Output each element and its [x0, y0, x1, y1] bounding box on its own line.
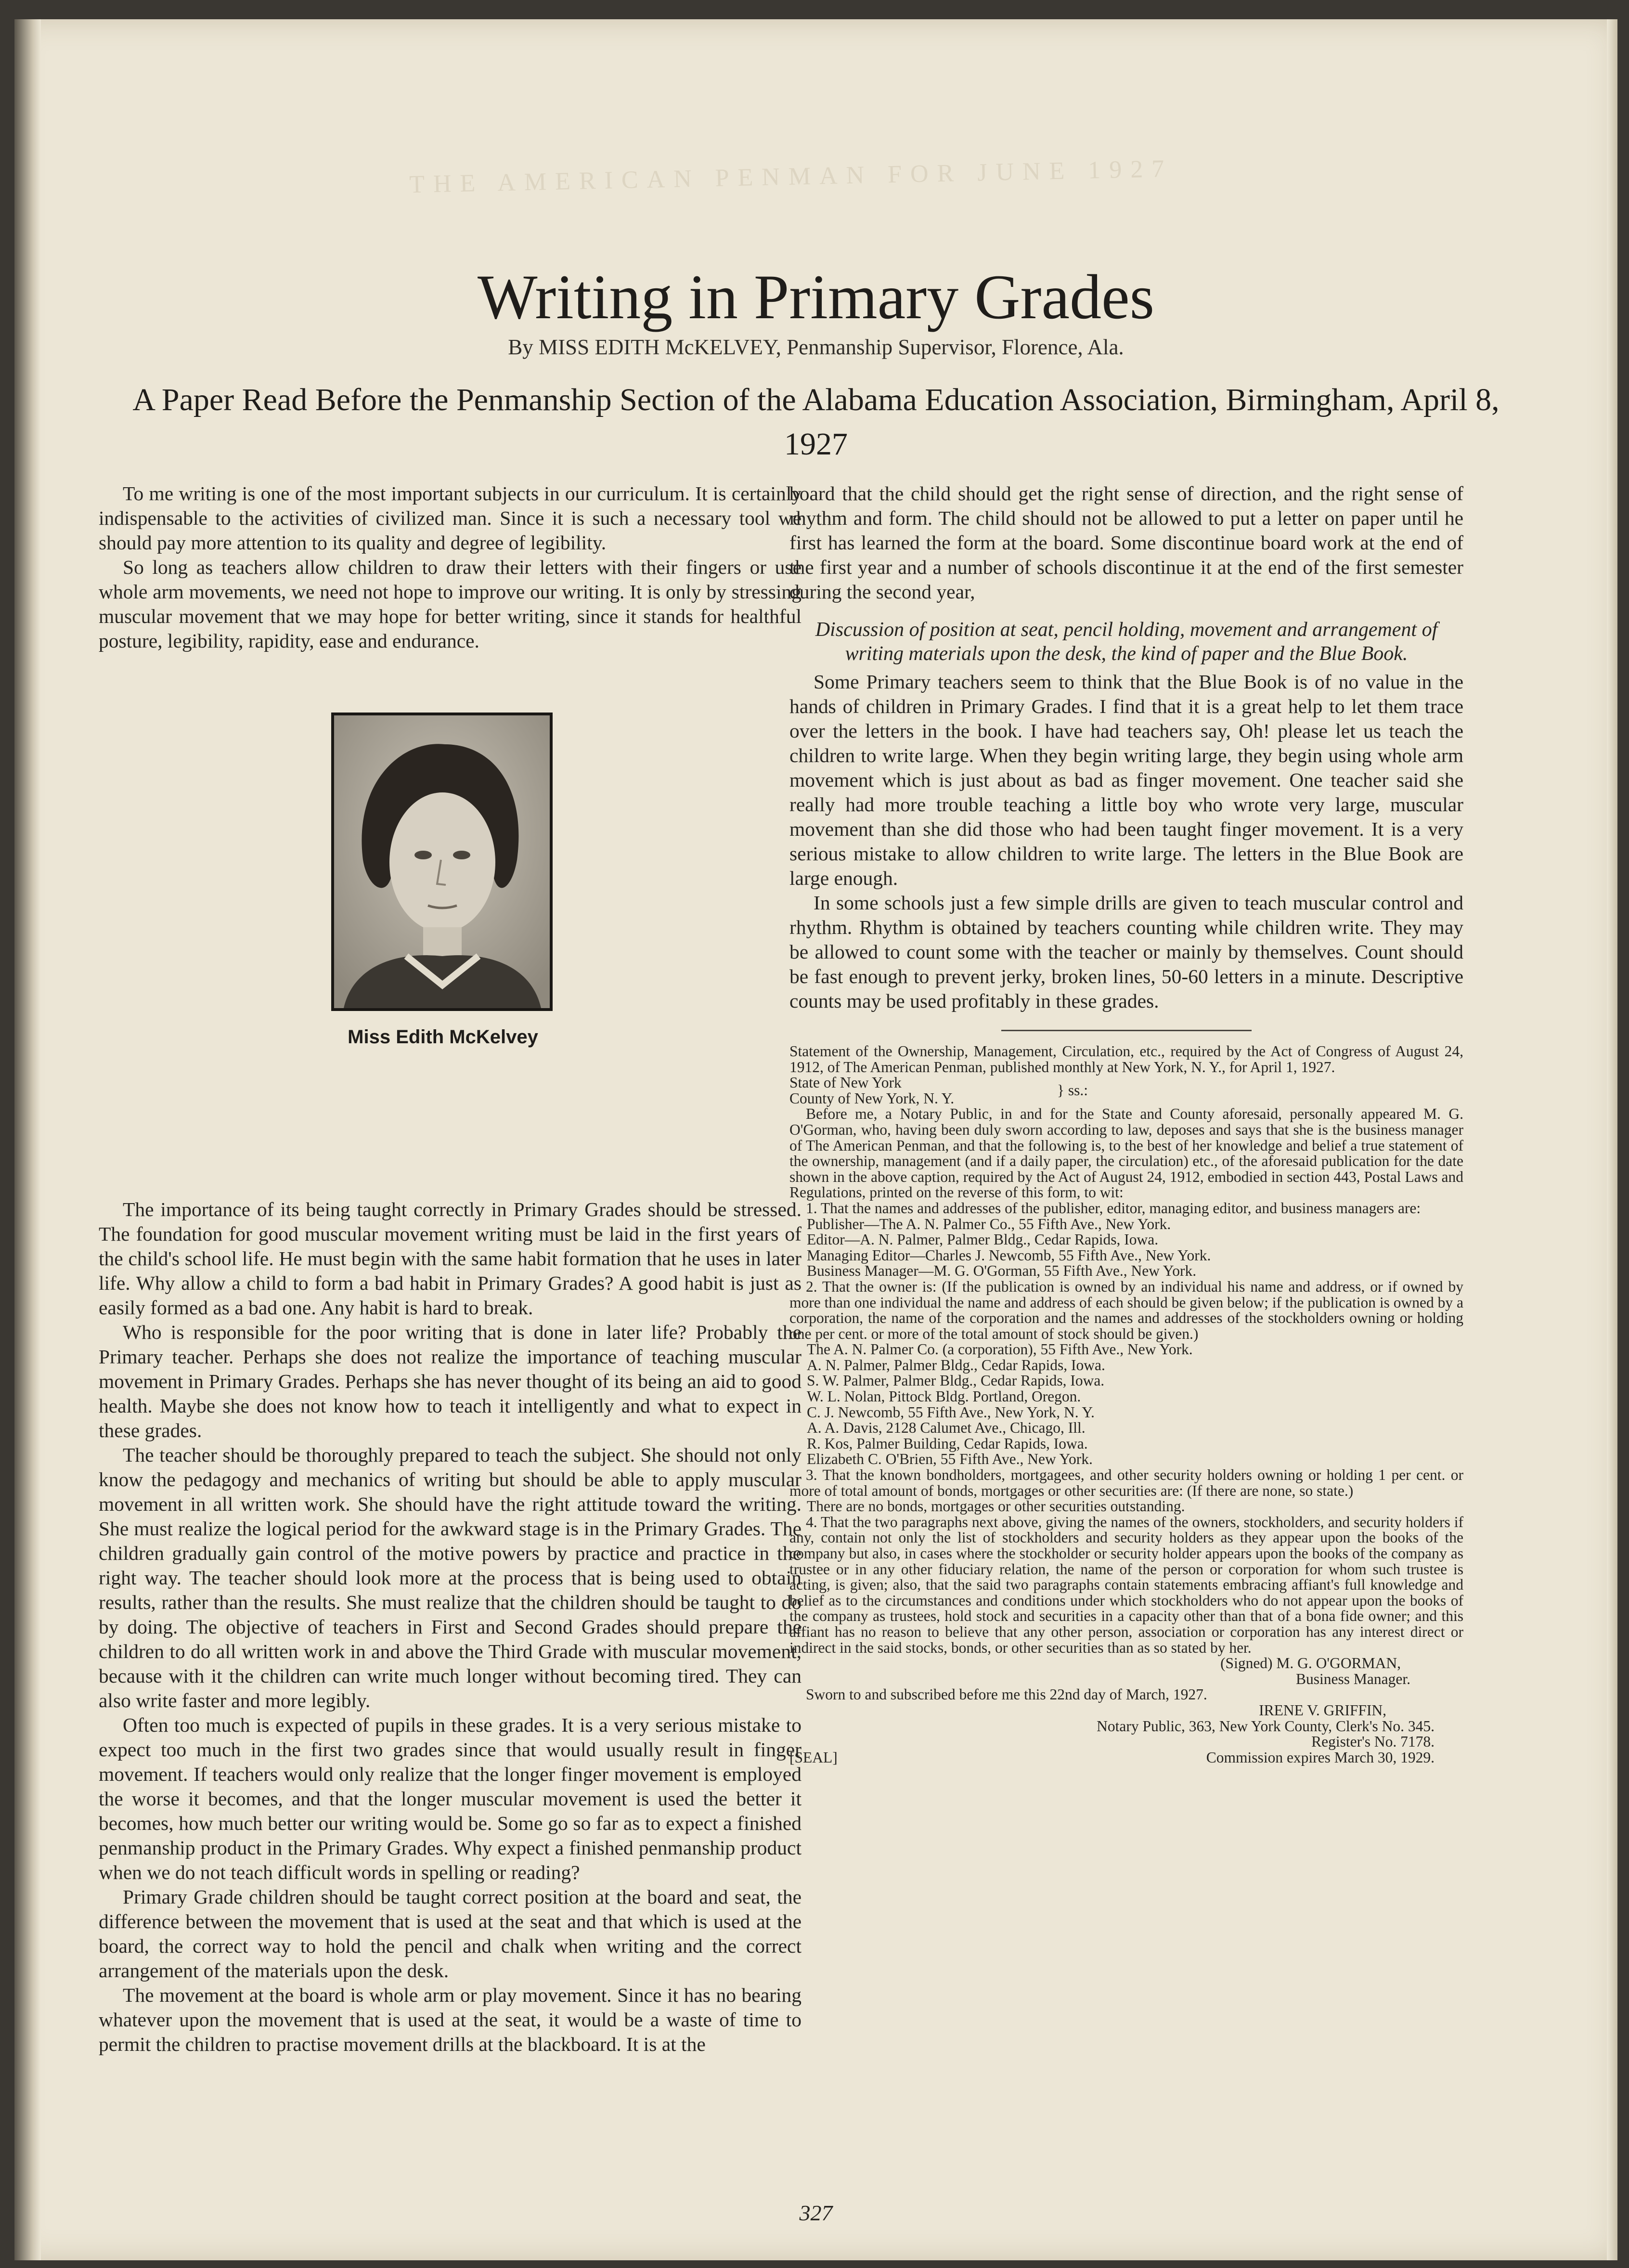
venue-block [789, 1075, 1463, 1106]
owner-line: S. W. Palmer, Palmer Bldg., Cedar Rapids, Iowa. [807, 1372, 1105, 1389]
editor-line: Editor—A. N. Palmer, Palmer Bldg., Cedar Rapids, Iowa. [807, 1231, 1159, 1248]
venue-ss: } ss.: [1057, 1082, 1088, 1099]
author-portrait-photo [331, 713, 553, 1011]
statement-intro: Statement of the Ownership, Management, Circulation, etc., required by the Act of Congress of August 24, 1912, of The American Penman, published monthly at New York, N. Y., for April 1, 1927. [789, 1043, 1463, 1076]
paragraph: So long as teachers allow children to draw their letters with their fingers or use whole arm movements, we need not hope to improve our writing. It is only by stressing muscular movement that we may hope for better writing, since it stands for healthful posture, legibility, rapidity, ease and endurance. [99, 556, 802, 652]
seal-label: [SEAL] [789, 1749, 838, 1766]
divider-rule [1001, 1030, 1252, 1031]
paragraph: The teacher should be thoroughly prepared to teach the subject. She should not only know the pedagogy and mechanics of writing but should be able to apply muscular movement in all written work. She should have the right attitude toward the writing. She must realize the logical period for the awkward stage is in the Primary Grades. The children gradually gain control of the motive powers by practice and practice in the right way. The teacher should look more at the process that is being used to obtain results, rather than the results. She must realize that the children should be taught to do by doing. The objective of teachers in First and Second Grades should prepare the children to do all written work in and above the Third Grade with muscular movement, because with it the children can write much longer without becoming tired. They can also write faster and more legibly. [99, 1444, 802, 1711]
statement-item-4: 4. That the two paragraphs next above, giving the names of the owners, stockholders, and security holders if any, contain not only the list of stockholders and security holders as they appear upon the books of the company but also, in cases where the stockholder or security holder appears upon the books of the company as trustee or in any other fiduciary relation, the name of the person or corporation for whom such trustee is acting, is given; also, that the said two paragraphs contain statements embracing affiant's full knowledge and belief as to the circumstances and conditions under which stockholders who do not appear upon the books of the company as trustees, hold stock and securities in a capacity other than that of a bona fide owner; and this affiant has no reason to believe that any other person, association or corporation has any interest direct or indirect in the said stocks, bonds, or other securities than as so stated by her. [789, 1513, 1463, 1656]
signature-line: (Signed) M. G. O'GORMAN, [1220, 1655, 1401, 1672]
statement-item-3: 3. That the known bondholders, mortgagees, and other security holders owning or holding 1 per cent. or more of total amount of bonds, mortgages or other securities are: (If there are none, so state.) [789, 1466, 1463, 1499]
sworn-line: Sworn to and subscribed before me this 22nd day of March, 1927. [806, 1686, 1207, 1703]
right-column [789, 481, 1463, 1765]
statement-item-1: 1. That the names and addresses of the publisher, editor, managing editor, and business managers are: [806, 1199, 1421, 1217]
paragraph: Who is responsible for the poor writing that is done in later life? Probably the Primary teacher. Perhaps she does not realize the importance of teaching muscular movement in Primary Grades. Perhaps she has never thought of its being an aid to good health. Maybe she does not know how to teach it intelligently and what to expect in these grades. [99, 1321, 802, 1441]
paragraph: Often too much is expected of pupils in these grades. It is a very serious mistake to expect too much in the first two grades since that would usually result in finger movement. If teachers would only realize that the longer finger movement is employed the worse it becomes, and that the longer muscular movement is used the better it becomes, how much better our writing would be. Some go so far as to expect a finished penmanship product in the Primary Grades. Why expect a finished penmanship product when we do not teach difficult words in spelling or reading? [99, 1714, 802, 1883]
magazine-page [14, 19, 1617, 2260]
article-subtitle: A Paper Read Before the Penmanship Section of the Alabama Education Association, Birmingham, April 8, 1927 [132, 382, 1500, 462]
statement-paragraph: Before me, a Notary Public, in and for the State and County aforesaid, personally appeared M. G. O'Gorman, who, having been duly sworn according to law, deposes and says that she is the business manager of The American Penman, and that the following is, to the best of her knowledge and belief a true statement of the ownership, management (and if a daily paper, the circulation) etc., of the aforesaid publication for the date shown in the above caption, required by the Act of August 24, 1912, embodied in section 443, Postal Laws and Regulations, printed on the reverse of this form, to wit: [789, 1105, 1463, 1201]
notary-name: IRENE V. GRIFFIN, [1259, 1701, 1386, 1719]
paragraph: Primary Grade children should be taught correct position at the board and seat, the difference between the movement that is used at the seat and that which is used at the board, the correct way to hold the pencil and chalk when writing and the correct arrangement of the materials upon the desk. [99, 1886, 802, 1982]
show-through-header: THE AMERICAN PENMAN FOR JUNE 1927 [409, 155, 1173, 199]
paragraph: board that the child should get the right sense of direction, and the right sense of rhythm and form. The child should not be allowed to put a letter on paper until he first has learned the form at the board. Some discontinue board work at the end of the first year and a number of schools discontinue it at the end of the first semester during the second year, [789, 482, 1463, 603]
owner-line: A. N. Palmer, Palmer Bldg., Cedar Rapids, Iowa. [807, 1356, 1105, 1374]
publisher-line: Publisher—The A. N. Palmer Co., 55 Fifth Ave., New York. [807, 1215, 1171, 1232]
page-number: 327 [799, 2201, 833, 2225]
commission-line: Commission expires March 30, 1929. [1206, 1749, 1435, 1766]
no-securities-line: There are no bonds, mortgages or other securities outstanding. [807, 1498, 1185, 1515]
paragraph: The movement at the board is whole arm or play movement. Since it has no bearing whatever upon the movement that is used at the seat, it would be a waste of time to permit the children to practise movement drills at the blackboard. It is at the [99, 1984, 802, 2055]
paragraph: In some schools just a few simple drills are given to teach muscular control and rhythm. Rhythm is obtained by teachers counting while children write. They may be allowed to count some with the teacher or mainly by themselves. Count should be fast enough to prevent jerky, broken lines, 50-60 letters in a minute. Descriptive counts may be used profitably in these grades. [789, 892, 1463, 1012]
paragraph: To me writing is one of the most important subjects in our curriculum. It is certainly indispensable to the activities of civilized man. Since it is such a necessary tool we should pay more attention to its quality and degree of legibility. [99, 482, 802, 554]
owner-line: C. J. Newcomb, 55 Fifth Ave., New York, N. Y. [807, 1403, 1095, 1421]
portrait-image [334, 715, 550, 1008]
notary-line: Notary Public, 363, New York County, Clerk's No. 345. [1097, 1717, 1435, 1735]
owner-line: The A. N. Palmer Co. (a corporation), 55 Fifth Ave., New York. [807, 1341, 1193, 1358]
article-title: Writing in Primary Grades [477, 261, 1155, 332]
business-manager-line: Business Manager—M. G. O'Gorman, 55 Fifth Ave., New York. [807, 1262, 1197, 1280]
venue-state: State of New York [789, 1074, 902, 1091]
ownership-statement [789, 1044, 1463, 1765]
paragraph: The importance of its being taught correctly in Primary Grades should be stressed. The foundation for good muscular movement writing must be laid in the first years of the child's school life. He must begin with the same habit formation that he uses in later life. Why allow a child to form a bad habit in Primary Grades? A good habit is just as easily formed as a bad one. Any habit is hard to break. [99, 1198, 802, 1319]
statement-item-2: 2. That the owner is: (If the publication is owned by an individual his name and address, or if owned by more than one individual the name and address of each should be given below; if the publication is owned by a corporation, the name of the corporation and the names and addresses of the stockholders owning or holding one per cent. or more of the total amount of stock should be given.) [789, 1278, 1463, 1342]
venue-county: County of New York, N. Y. [789, 1089, 955, 1107]
owner-line: R. Kos, Palmer Building, Cedar Rapids, Iowa. [807, 1435, 1088, 1452]
register-line: Register's No. 7178. [1311, 1733, 1435, 1750]
seal-commission-line [789, 1750, 1463, 1766]
managing-editor-line: Managing Editor—Charles J. Newcomb, 55 Fifth Ave., New York. [807, 1246, 1211, 1264]
discussion-heading: Discussion of position at seat, pencil holding, movement and arrangement of writing materials upon the desk, the kind of paper and the Blue Book. [815, 619, 1438, 665]
signature-title: Business Manager. [1296, 1670, 1410, 1687]
paragraph: Some Primary teachers seem to think that the Blue Book is of no value in the hands of children in Primary Grades. I find that it is a great help to let them trace over the letters in the book. I have had teachers say, Oh! please let us teach the children to write large. When they begin writing large, they begin using whole arm movement which is just about as bad as finger movement. One teacher said she really had more trouble teaching a little boy who wrote very large, muscular movement than she did those who had been taught finger movement. It is a very serious mistake to allow children to write large. The letters in the Blue Book are large enough. [789, 671, 1463, 889]
owner-line: A. A. Davis, 2128 Calumet Ave., Chicago, Ill. [807, 1419, 1086, 1437]
owner-line: W. L. Nolan, Pittock Bldg. Portland, Oregon. [807, 1388, 1081, 1405]
owner-line: Elizabeth C. O'Brien, 55 Fifth Ave., New York. [807, 1451, 1093, 1468]
portrait-caption: Miss Edith McKelvey [348, 1026, 538, 1048]
article-byline: By MISS EDITH McKELVEY, Penmanship Supervisor, Florence, Ala. [508, 335, 1124, 359]
